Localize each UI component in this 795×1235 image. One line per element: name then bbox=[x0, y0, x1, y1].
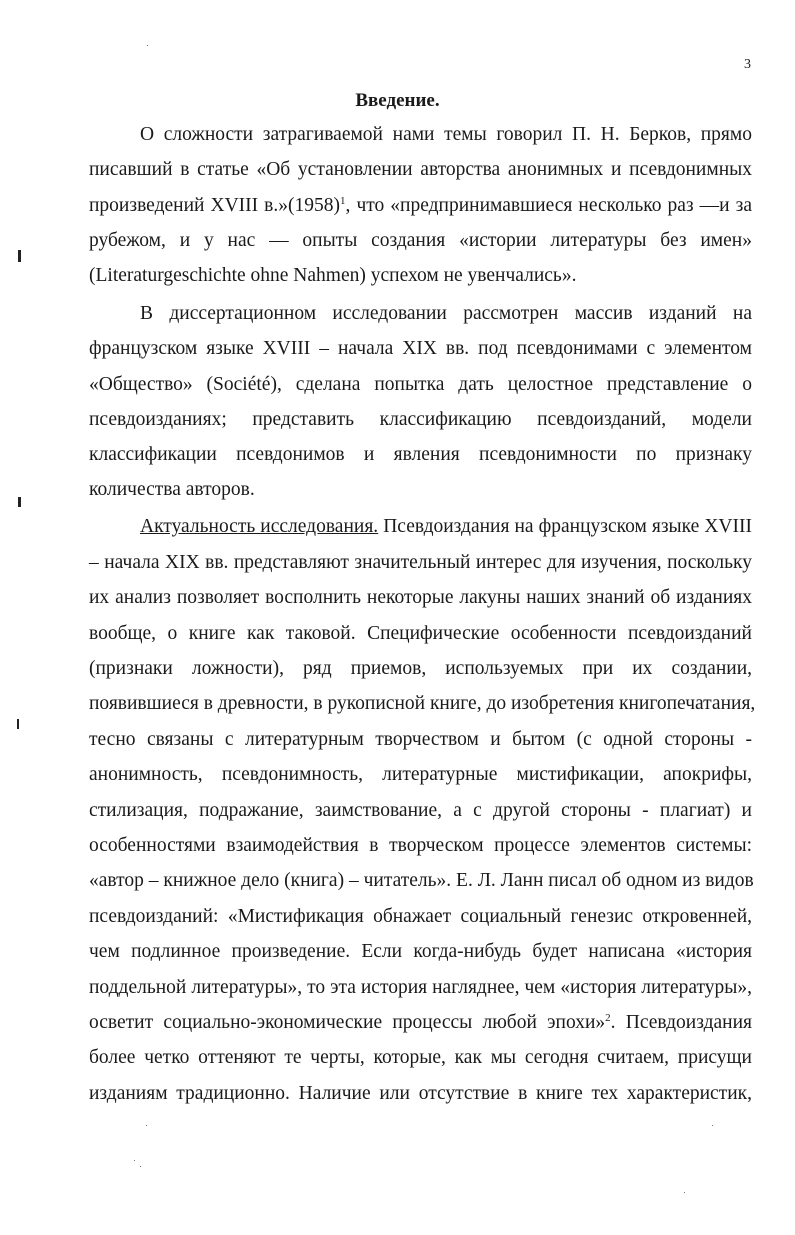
text-line: особенностями взаимодействия в творческом процессе элементов системы: bbox=[89, 835, 752, 856]
text-line: французском языке XVIII – начала XIX вв. под псевдонимами с элементом bbox=[89, 338, 752, 359]
text-line: анонимность, псевдонимность, литературные мистификации, апокрифы, bbox=[89, 764, 752, 785]
text-line: – начала XIX вв. представляют значительный интерес для изучения, поскольку bbox=[89, 552, 752, 573]
page-number: 3 bbox=[744, 57, 751, 72]
text-line: (Literaturgeschichte ohne Nahmen) успехом не увенчались». bbox=[89, 265, 577, 286]
text-line: их анализ позволяет восполнить некоторые лакуны наших знаний об изданиях bbox=[89, 587, 752, 608]
text-line: «автор – книжное дело (книга) – читатель». Е. Л. Ланн писал об одном из видов bbox=[89, 870, 754, 891]
text-line: О сложности затрагиваемой нами темы говорил П. Н. Берков, прямо bbox=[140, 124, 752, 145]
text-line: изданиям традиционно. Наличие или отсутствие в книге тех характеристик, bbox=[89, 1083, 752, 1104]
text-line: более четко оттеняют те черты, которые, как мы сегодня считаем, присущи bbox=[89, 1047, 752, 1068]
text-line: псевдоизданий: «Мистификация обнажает социальный генезис откровенней, bbox=[89, 906, 752, 927]
text-line: В диссертационном исследовании рассмотрен массив изданий на bbox=[140, 303, 752, 324]
text-fragment: Псевдоиздания на французском языке XVIII bbox=[378, 516, 752, 537]
footnote-ref-1: 1 bbox=[340, 195, 346, 207]
text-line bbox=[89, 194, 752, 218]
text-line: вообще, о книге как таковой. Специфические особенности псевдоизданий bbox=[89, 623, 752, 644]
scan-speck bbox=[147, 45, 148, 46]
text-line: «Общество» (Société), сделана попытка дать целостное представление о bbox=[89, 374, 752, 395]
text-fragment: осветит социально-экономические процессы любой эпохи» bbox=[89, 1012, 606, 1033]
text-line: поддельной литературы», то эта история нагляднее, чем «история литературы», bbox=[89, 977, 752, 998]
scan-speck bbox=[712, 1125, 713, 1126]
scan-speck bbox=[146, 1125, 147, 1126]
text-line: количества авторов. bbox=[89, 479, 255, 500]
section-subheading: Актуальность исследования. bbox=[140, 516, 379, 537]
text-line: (признаки ложности), ряд приемов, используемых при их создании, bbox=[89, 658, 752, 679]
scan-speck bbox=[684, 1192, 685, 1193]
text-fragment: , что «предпринимавшиеся несколько раз —и за bbox=[345, 195, 752, 216]
scan-mark bbox=[18, 250, 21, 262]
introduction-heading: Введение. bbox=[355, 90, 440, 111]
text-line: появившиеся в древности, в рукописной книге, до изобретения книгопечатания, bbox=[89, 693, 756, 714]
footnote-ref-2: 2 bbox=[605, 1012, 611, 1024]
scan-speck bbox=[134, 1160, 135, 1161]
scan-mark bbox=[18, 497, 21, 507]
text-line: чем подлинное произведение. Если когда-нибудь будет написана «история bbox=[89, 941, 752, 962]
text-line: рубежом, и у нас — опыты создания «истории литературы без имен» bbox=[89, 230, 752, 251]
text-line: писавший в статье «Об установлении авторства анонимных и псевдонимных bbox=[89, 159, 752, 180]
text-fragment: произведений XVIII в.»(1958) bbox=[89, 195, 341, 216]
text-line bbox=[140, 515, 752, 539]
text-line: классификации псевдонимов и явления псевдонимности по признаку bbox=[89, 444, 752, 465]
scan-mark bbox=[17, 719, 19, 729]
scan-speck bbox=[140, 1166, 141, 1167]
text-fragment: . Псевдоиздания bbox=[610, 1012, 752, 1033]
text-line: тесно связаны с литературным творчеством и бытом (с одной стороны - bbox=[89, 729, 752, 750]
text-line bbox=[89, 1011, 752, 1035]
text-line: псевдоизданиях; представить классификацию псевдоизданий, модели bbox=[89, 409, 752, 430]
text-line: стилизация, подражание, заимствование, а с другой стороны - плагиат) и bbox=[89, 800, 752, 821]
